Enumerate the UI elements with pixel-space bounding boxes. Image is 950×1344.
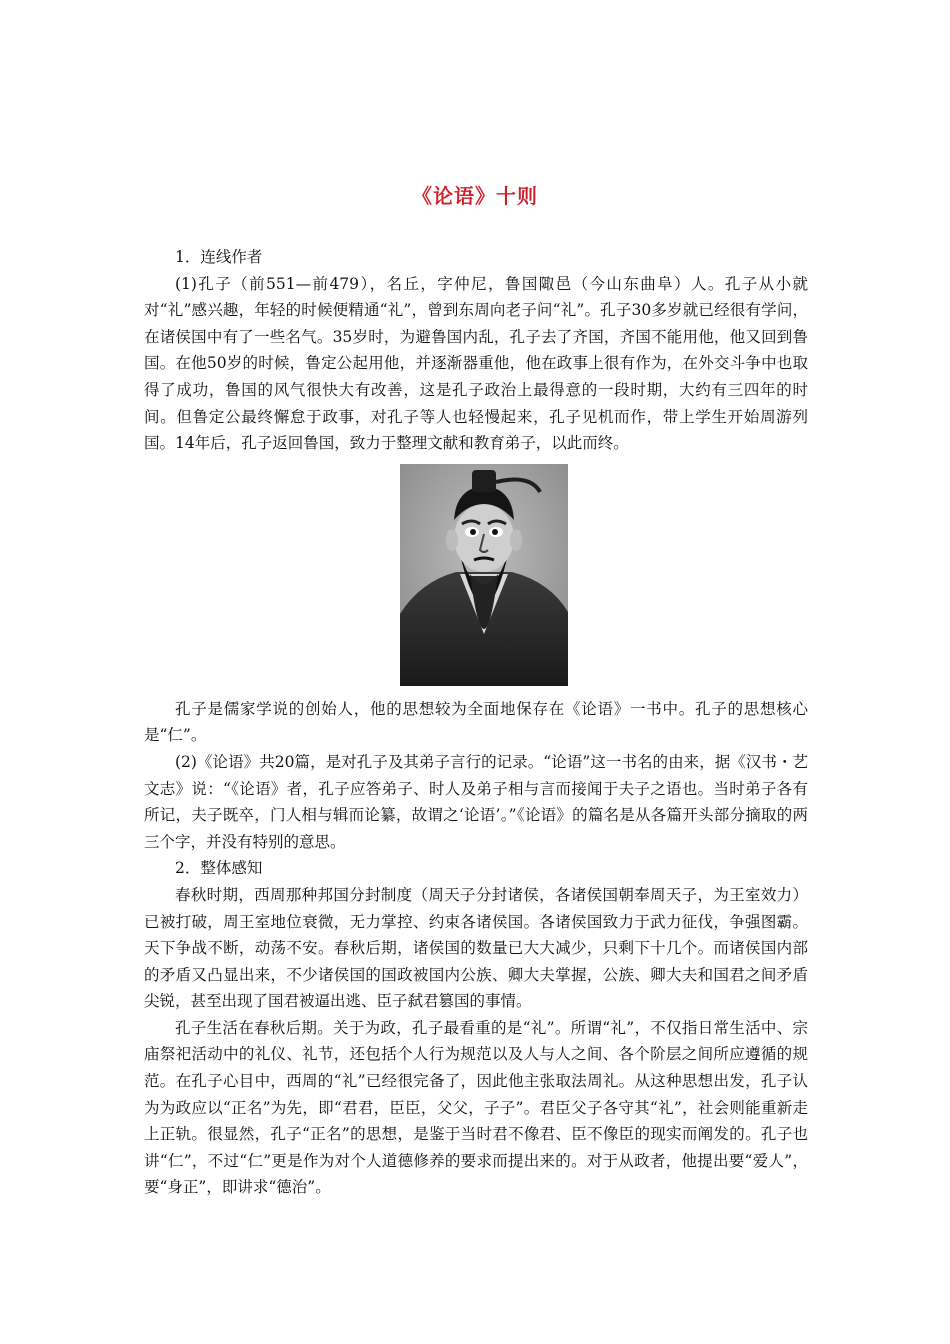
confucius-portrait-icon — [400, 464, 568, 686]
confucius-portrait — [400, 464, 568, 686]
paragraph-confucius-thought: 孔子是儒家学说的创始人，他的思想较为全面地保存在《论语》一书中。孔子的思想核心是“仁”。 — [144, 699, 808, 745]
paragraph-analects-intro: (2)《论语》共20篇，是对孔子及其弟子言行的记录。“论语”这一书名的由来，据《汉书・艺文志》说：“《论语》者，孔子应答弟子、时人及弟子相与言而接闻于夫子之语也。当时弟子各有所记，夫子既卒，门人相与辑而论纂，故谓之‘论语’。”《论语》的篇名是从各篇开头部分摘取的两三个字，并没有特别的意思。 — [144, 752, 808, 851]
document-body — [144, 244, 808, 1201]
section-heading-authors: 1．连线作者 — [175, 248, 263, 266]
section-heading-overview: 2．整体感知 — [175, 859, 263, 878]
paragraph-confucius-politics: 孔子生活在春秋后期。关于为政，孔子最看重的是“礼”。所谓“礼”，不仅指日常生活中、宗庙祭祀活动中的礼仪、礼节，还包括个人行为规范以及人与人之间、各个阶层之间所应遵循的规范。在孔子心目中，西周的“礼”已经很完备了，因此他主张取法周礼。从这种思想出发，孔子认为为政应以“正名”为先，即“君君，臣臣，父父，子子”。君臣父子各守其“礼”，社会则能重新走上正轨。很显然，孔子“正名”的思想，是鉴于当时君不像君、臣不像臣的现实而阐发的。孔子也讲“仁”，不过“仁”更是作为对个人道德修养的要求而提出来的。对于从政者，他提出要“爱人”，要“身正”，即讲求“德治”。 — [144, 1018, 808, 1197]
page-title: 《论语》十则 — [412, 184, 538, 208]
paragraph-confucius-bio: (1)孔子（前551—前479），名丘，字仲尼，鲁国陬邑（今山东曲阜）人。孔子从小就对“礼”感兴趣，年轻的时候便精通“礼”，曾到东周向老子问“礼”。孔子30多岁就已经很有学问，在诸侯国中有了一些名气。35岁时，为避鲁国内乱，孔子去了齐国，齐国不能用他，他又回到鲁国。在他50岁的时候，鲁定公起用他，并逐渐器重他，他在政事上很有作为，在外交斗争中也取得了成功，鲁国的风气很快大有改善，这是孔子政治上最得意的一段时期，大约有三四年的时间。但鲁定公最终懈怠于政事，对孔子等人也轻慢起来，孔子见机而作，带上学生开始周游列国。14年后，孔子返回鲁国，致力于整理文献和教育弟子，以此而终。 — [144, 274, 808, 453]
paragraph-spring-autumn: 春秋时期，西周那种邦国分封制度（周天子分封诸侯，各诸侯国朝奉周天子，为王室效力）已被打破，周王室地位衰微，无力掌控、约束各诸侯国。各诸侯国致力于武力征伐，争强图霸。天下争战不断，动荡不安。春秋后期，诸侯国的数量已大大减少，只剩下十几个。而诸侯国内部的矛盾又凸显出来，不少诸侯国的国政被国内公族、卿大夫掌握，公族、卿大夫和国君之间矛盾尖锐，甚至出现了国君被逼出逃、臣子弑君篡国的事情。 — [144, 885, 808, 1011]
